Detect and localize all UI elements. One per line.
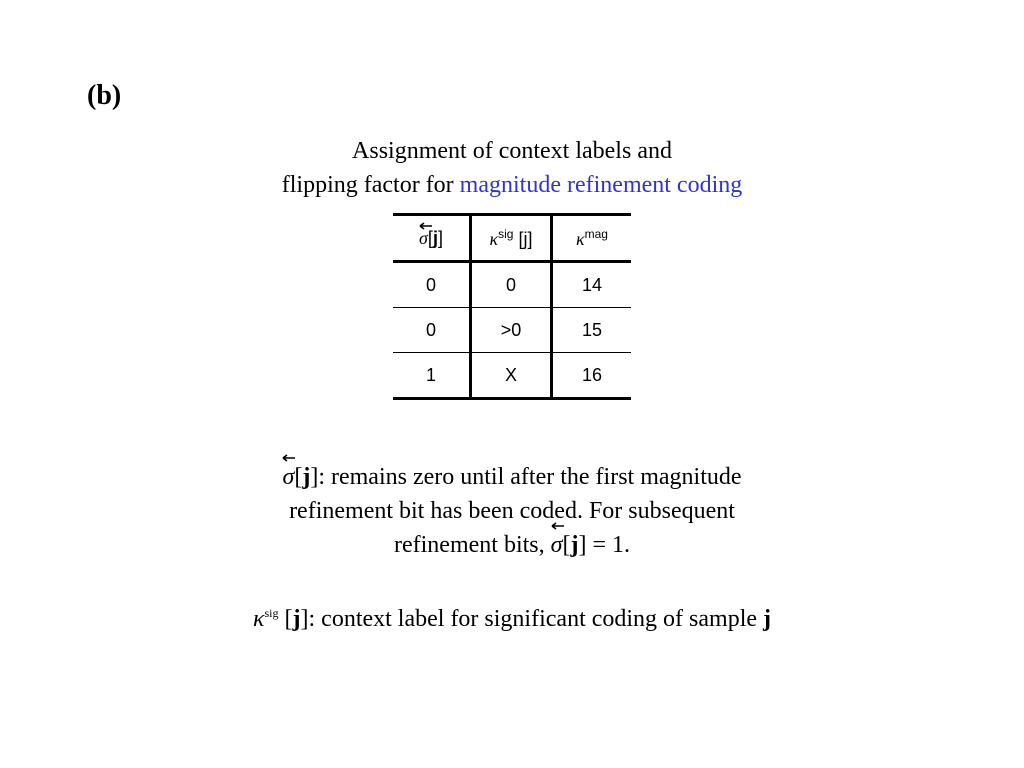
note1-text-c-prefix: refinement bits, xyxy=(394,532,551,558)
kappa-glyph: κ xyxy=(576,228,585,249)
note1-index: j xyxy=(302,464,311,490)
note2-superscript: sig xyxy=(264,606,279,620)
cell-kappa-mag: 16 xyxy=(552,353,632,399)
left-arrow-icon xyxy=(551,522,565,530)
kappa-glyph: κ xyxy=(252,606,265,632)
note2-index: j xyxy=(292,606,301,632)
note1-line-2: refinement bit has been coded. For subsequent xyxy=(289,498,735,524)
header-kappa-mag xyxy=(552,215,632,262)
title-line-2-prefix: flipping factor for xyxy=(281,172,460,198)
sigma-glyph: σ xyxy=(419,227,428,248)
cell-kappa-sig: >0 xyxy=(471,308,552,353)
table-header-row xyxy=(393,215,631,262)
table-row xyxy=(393,308,631,353)
note2-bracket-open: [ xyxy=(278,606,293,632)
title-line-2 xyxy=(0,168,1024,202)
note1-line-1 xyxy=(0,460,1024,494)
cell-sigma: 0 xyxy=(393,308,471,353)
title-line-1: Assignment of context labels and xyxy=(352,138,672,164)
cell-sigma: 1 xyxy=(393,353,471,399)
kappa-glyph: κ xyxy=(489,228,499,249)
note1-text-a: ]: remains zero until after the first magnitude xyxy=(310,464,742,490)
note1-text-c-index: j xyxy=(570,532,579,558)
header-sigma-j xyxy=(393,215,471,262)
cell-kappa-sig: 0 xyxy=(471,262,552,308)
cell-kappa-mag: 14 xyxy=(552,262,632,308)
note1-line-3 xyxy=(0,528,1024,562)
section-label: (b) xyxy=(87,80,122,111)
table-row xyxy=(393,262,631,308)
cell-sigma: 0 xyxy=(393,262,471,308)
context-label-table xyxy=(393,213,631,400)
left-arrow-icon xyxy=(282,454,296,462)
left-arrow-icon xyxy=(419,222,433,230)
slide-title xyxy=(0,134,1024,202)
note1-text-c-bracket: [ xyxy=(562,532,571,558)
header-index-j: j xyxy=(432,227,438,248)
kappa-sig-superscript: sig xyxy=(498,226,514,241)
table-row xyxy=(393,353,631,399)
cell-kappa-mag: 15 xyxy=(552,308,632,353)
kappa-sig-suffix: [j] xyxy=(513,228,533,249)
note1-bracket-open: [ xyxy=(294,464,303,490)
header-kappa-sig xyxy=(471,215,552,262)
sigma-arrow-symbol xyxy=(551,528,563,562)
sigma-glyph: σ xyxy=(282,464,295,490)
sigma-arrow-symbol xyxy=(282,460,294,494)
kappa-definition-note xyxy=(0,596,1024,636)
note2-text: ]: context label for significant coding of sample xyxy=(300,606,764,632)
note1-text-c-suffix: ] = 1. xyxy=(578,532,630,558)
sigma-arrow-symbol xyxy=(419,228,428,249)
sigma-definition-note xyxy=(0,460,1024,562)
sigma-glyph: σ xyxy=(550,532,563,558)
title-highlight: magnitude refinement coding xyxy=(459,172,743,198)
note2-sample: j xyxy=(763,606,772,632)
header-bracket-open: [ xyxy=(427,227,433,248)
kappa-mag-superscript: mag xyxy=(584,226,608,241)
header-bracket-close: ] xyxy=(437,227,443,248)
cell-kappa-sig: X xyxy=(471,353,552,399)
